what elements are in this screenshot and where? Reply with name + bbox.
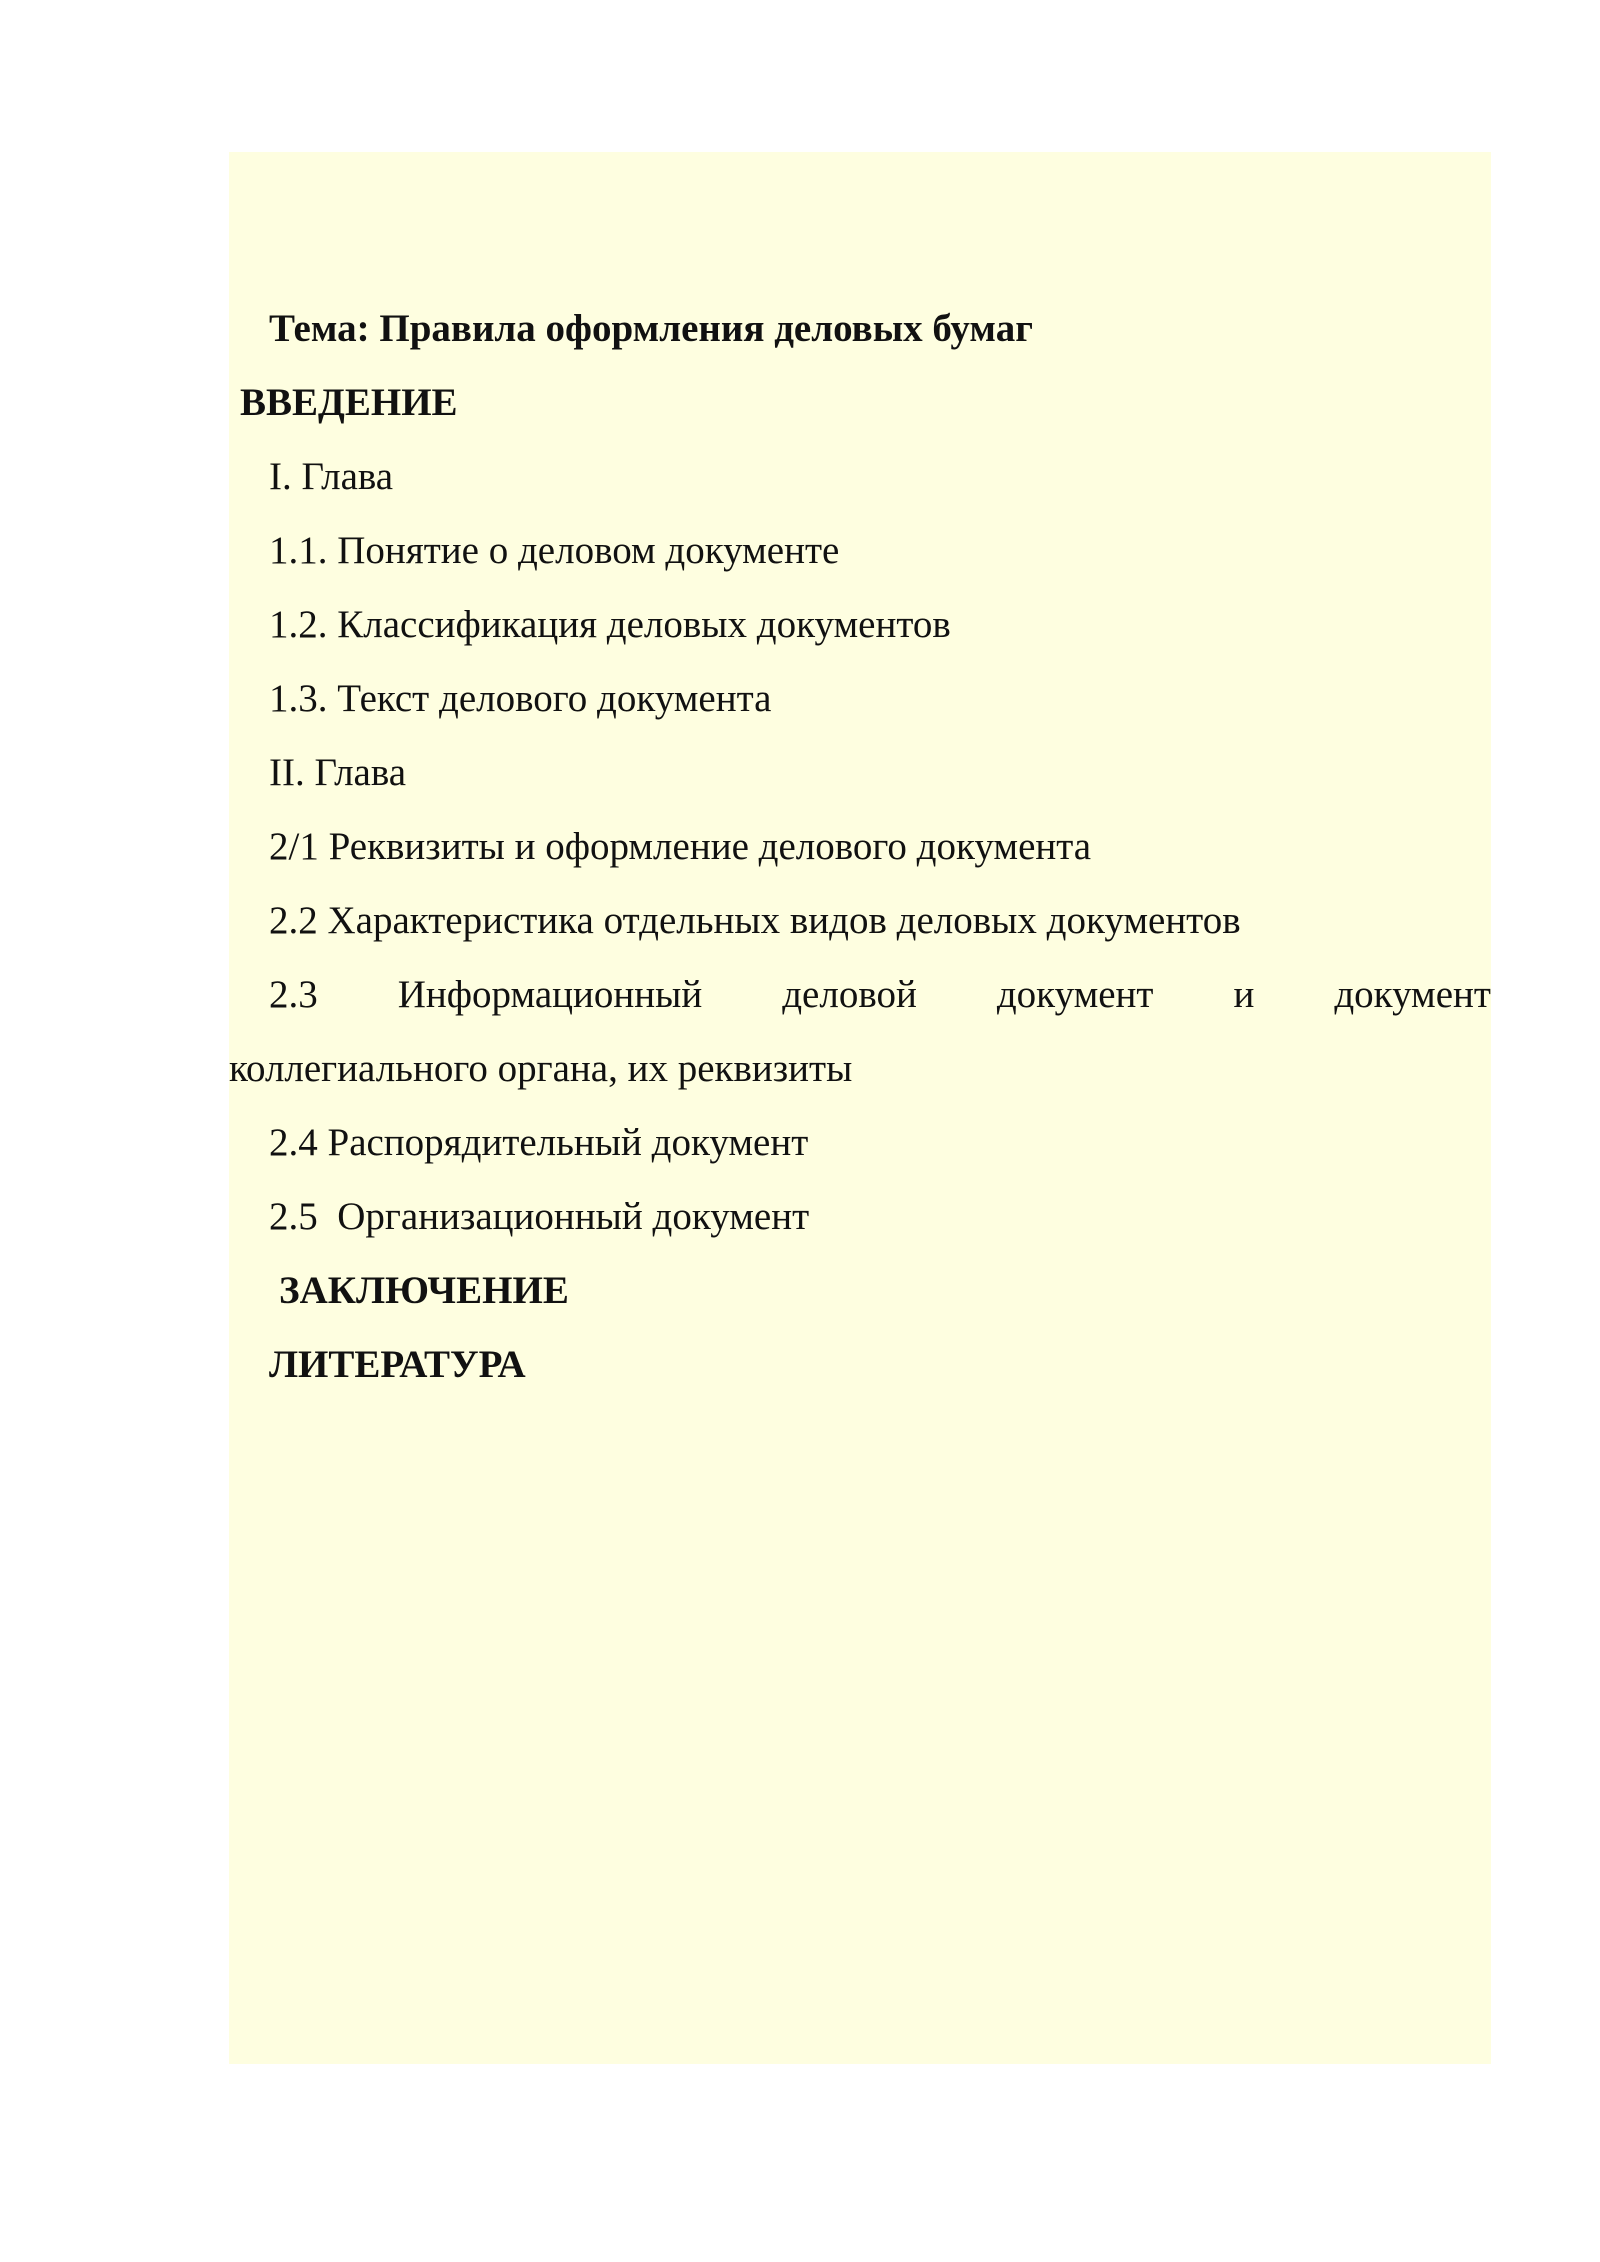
toc-item-2-1: 2/1 Реквизиты и оформление делового документа	[269, 825, 1092, 868]
conclusion-heading: ЗАКЛЮЧЕНИЕ	[279, 1269, 569, 1312]
toc-item-2-5: 2.5 Организационный документ	[269, 1195, 810, 1238]
literature-heading: ЛИТЕРАТУРА	[269, 1343, 526, 1386]
toc-item-1-1: 1.1. Понятие о деловом документе	[269, 529, 840, 572]
toc-item-2-3-word: деловой	[782, 973, 917, 1016]
toc-item-2-4: 2.4 Распорядительный документ	[269, 1121, 809, 1164]
toc-item-2-3-continuation: коллегиального органа, их реквизиты	[229, 1047, 853, 1090]
toc-item-2-3-first-line	[269, 958, 1491, 1032]
toc-item-2-3-word: документ	[1334, 973, 1491, 1016]
toc-item-2-3-word: и	[1233, 973, 1255, 1016]
document-title: Тема: Правила оформления деловых бумаг	[269, 307, 1033, 350]
toc-item-2-3-word: 2.3	[269, 973, 318, 1016]
toc-item-1-3: 1.3. Текст делового документа	[269, 677, 772, 720]
toc-item-2-3-word: Информационный	[397, 973, 703, 1016]
toc-item-2-3-word: документ	[996, 973, 1154, 1016]
introduction-heading: ВВЕДЕНИЕ	[240, 381, 458, 424]
toc-item-1-2: 1.2. Классификация деловых документов	[269, 603, 951, 646]
chapter-2-heading: II. Глава	[269, 751, 407, 794]
toc-item-2-2: 2.2 Характеристика отдельных видов деловых документов	[269, 899, 1241, 942]
document-page	[229, 152, 1491, 2064]
chapter-1-heading: I. Глава	[269, 455, 394, 498]
